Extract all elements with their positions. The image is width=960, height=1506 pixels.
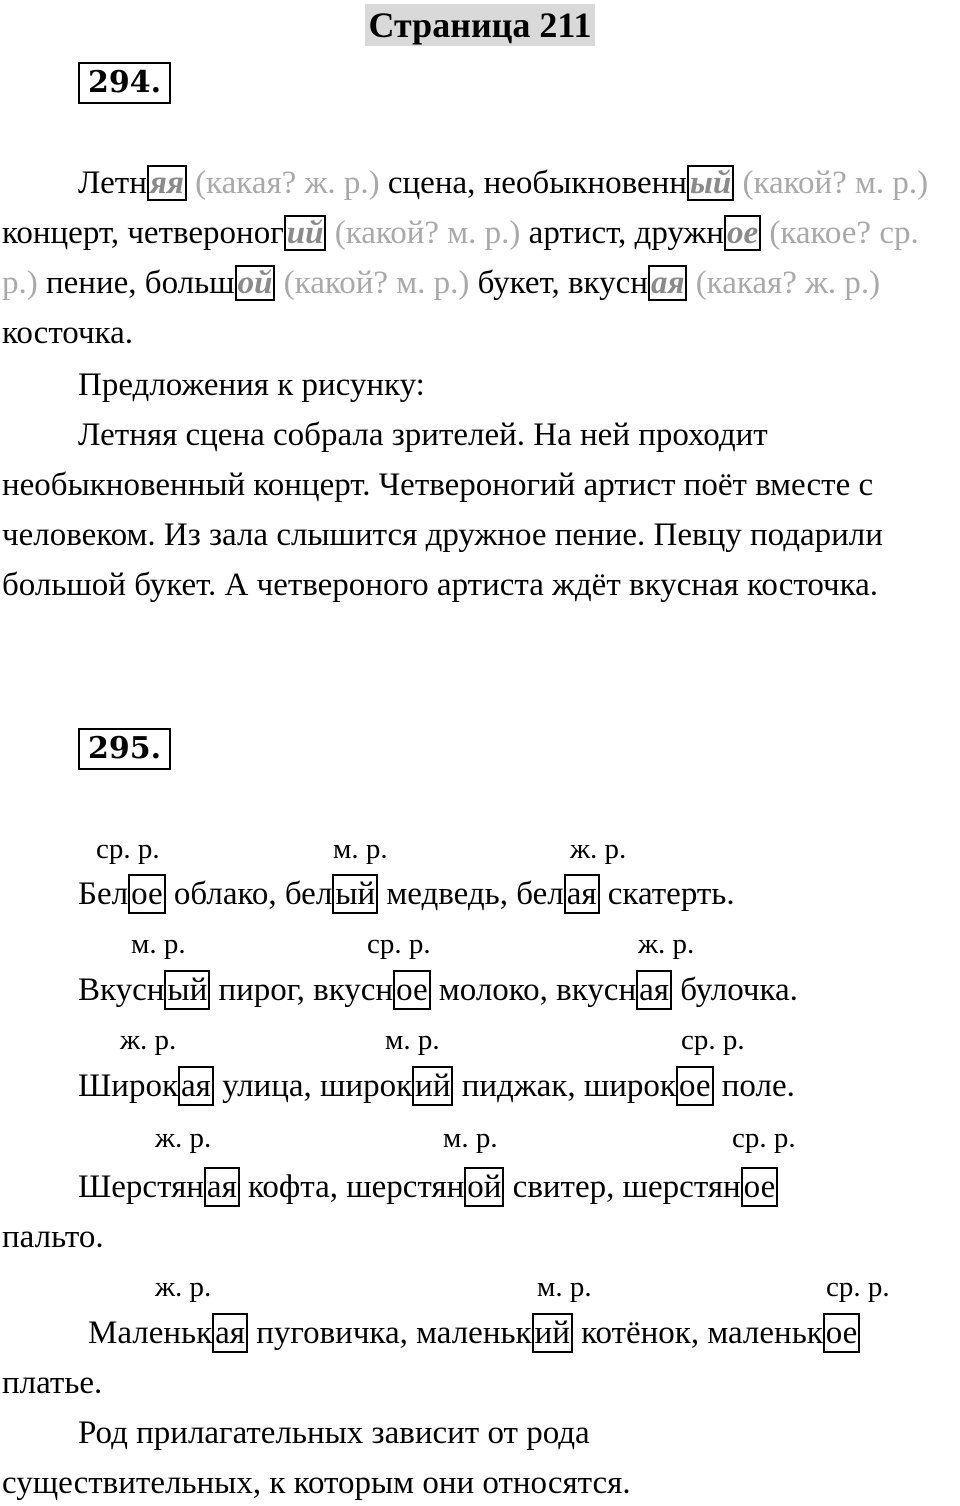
text: Маленьк: [88, 1315, 213, 1351]
text: концерт, четвероног: [2, 215, 284, 251]
gender-label: ср. р.: [681, 1024, 745, 1056]
ending-box: ая: [564, 874, 600, 914]
page-title: Страница 211: [365, 4, 596, 46]
question-hint: (какая? ж. р.): [186, 165, 388, 201]
phrase-line-4: [78, 1167, 778, 1207]
text: сцена, необыкновенн: [387, 165, 687, 201]
ending-box: ое: [393, 970, 431, 1010]
ending-box: ый: [164, 970, 210, 1010]
text: кофта, шерстян: [239, 1169, 465, 1205]
question-hint: (какой? м. р.): [326, 215, 529, 251]
ending-box: ий: [412, 1066, 453, 1106]
ending-box: ая: [178, 1066, 214, 1106]
ending-box: ое: [823, 1313, 861, 1353]
gender-label: ж. р.: [120, 1024, 177, 1056]
text: молоко, вкусн: [430, 972, 637, 1008]
phrase-line-4-continuation: пальто.: [2, 1219, 104, 1255]
text: поле.: [713, 1068, 795, 1104]
text: свитер, шерстян: [504, 1169, 741, 1205]
gender-label: ср. р.: [367, 928, 431, 960]
gender-label: ср. р.: [826, 1271, 890, 1303]
text: пиджак, широк: [453, 1068, 676, 1104]
ending-box: ая: [636, 970, 672, 1010]
phrase-line-5-continuation: платье.: [2, 1365, 103, 1401]
ending-box: ая: [648, 265, 688, 301]
ending-box: ой: [235, 265, 276, 301]
text: Летн: [78, 165, 147, 201]
conclusion-line-1: Род прилагательных зависит от рода: [78, 1415, 590, 1451]
page-header: [0, 4, 960, 46]
ending-box: ое: [741, 1167, 779, 1207]
ending-box: ой: [464, 1167, 504, 1207]
gender-label: ж. р.: [638, 928, 695, 960]
question-hint: (какой? м. р.): [734, 165, 929, 201]
gender-label: м. р.: [537, 1271, 592, 1303]
text: скатерть.: [599, 876, 735, 912]
gender-label: ср. р.: [732, 1122, 796, 1154]
text: Широк: [78, 1068, 178, 1104]
text: Шерстян: [78, 1169, 204, 1205]
phrase-line-2: [78, 970, 798, 1010]
text: медведь, бел: [378, 876, 564, 912]
text: букет, вкусн: [477, 265, 648, 301]
text: артист, дружн: [528, 215, 724, 251]
exercise-294-paragraph-3: Летняя сцена собрала зрителей. На ней проходит необыкновенный концерт. Четвероногий артист поёт вместе с человеком. Из зала слышится дружное пение. Певцу подарили большой букет. А четвероного артиста ждёт вкусная косточка.: [2, 417, 883, 603]
text: Бел: [78, 876, 129, 912]
phrase-line-3: [78, 1066, 795, 1106]
ending-box: ый: [687, 165, 734, 201]
text: облако, бел: [165, 876, 333, 912]
ending-box: яя: [147, 165, 187, 201]
phrase-line-5: [88, 1313, 860, 1353]
text: пение, больш: [46, 265, 235, 301]
gender-label: ж. р.: [155, 1271, 212, 1303]
text: булочка.: [671, 972, 798, 1008]
exercise-number-295: 295.: [78, 728, 171, 770]
exercise-number-294: 294.: [78, 62, 171, 104]
text: улица, широк: [213, 1068, 413, 1104]
ending-box: ое: [724, 215, 761, 251]
gender-label: ж. р.: [570, 833, 627, 865]
gender-label: м. р.: [131, 928, 186, 960]
ending-box: ий: [284, 215, 327, 251]
text: косточка.: [2, 315, 133, 351]
gender-label: ж. р.: [155, 1122, 212, 1154]
conclusion-line-2: существительных, к которым они относятся.: [2, 1465, 631, 1501]
ending-box: ая: [204, 1167, 240, 1207]
question-hint: (какой? м. р.): [275, 265, 478, 301]
ending-box: ое: [676, 1066, 714, 1106]
text: Вкусн: [78, 972, 165, 1008]
exercise-294-paragraph-1: [2, 158, 958, 358]
phrase-line-1: [78, 874, 735, 914]
gender-label: м. р.: [333, 833, 388, 865]
gender-label: м. р.: [443, 1122, 498, 1154]
ending-box: ое: [128, 874, 166, 914]
gender-label: м. р.: [385, 1024, 440, 1056]
ending-box: ая: [212, 1313, 248, 1353]
exercise-294-paragraph-2: Предложения к рисунку:: [78, 367, 425, 403]
gender-label: ср. р.: [96, 833, 160, 865]
text: пуговичка, маленьк: [247, 1315, 532, 1351]
question-hint: (какая? ж. р.): [687, 265, 881, 301]
ending-box: ый: [332, 874, 378, 914]
question-hint: (какое? ср. р.): [2, 215, 919, 301]
ending-box: ий: [532, 1313, 573, 1353]
text: котёнок, маленьк: [572, 1315, 823, 1351]
text: пирог, вкусн: [210, 972, 394, 1008]
